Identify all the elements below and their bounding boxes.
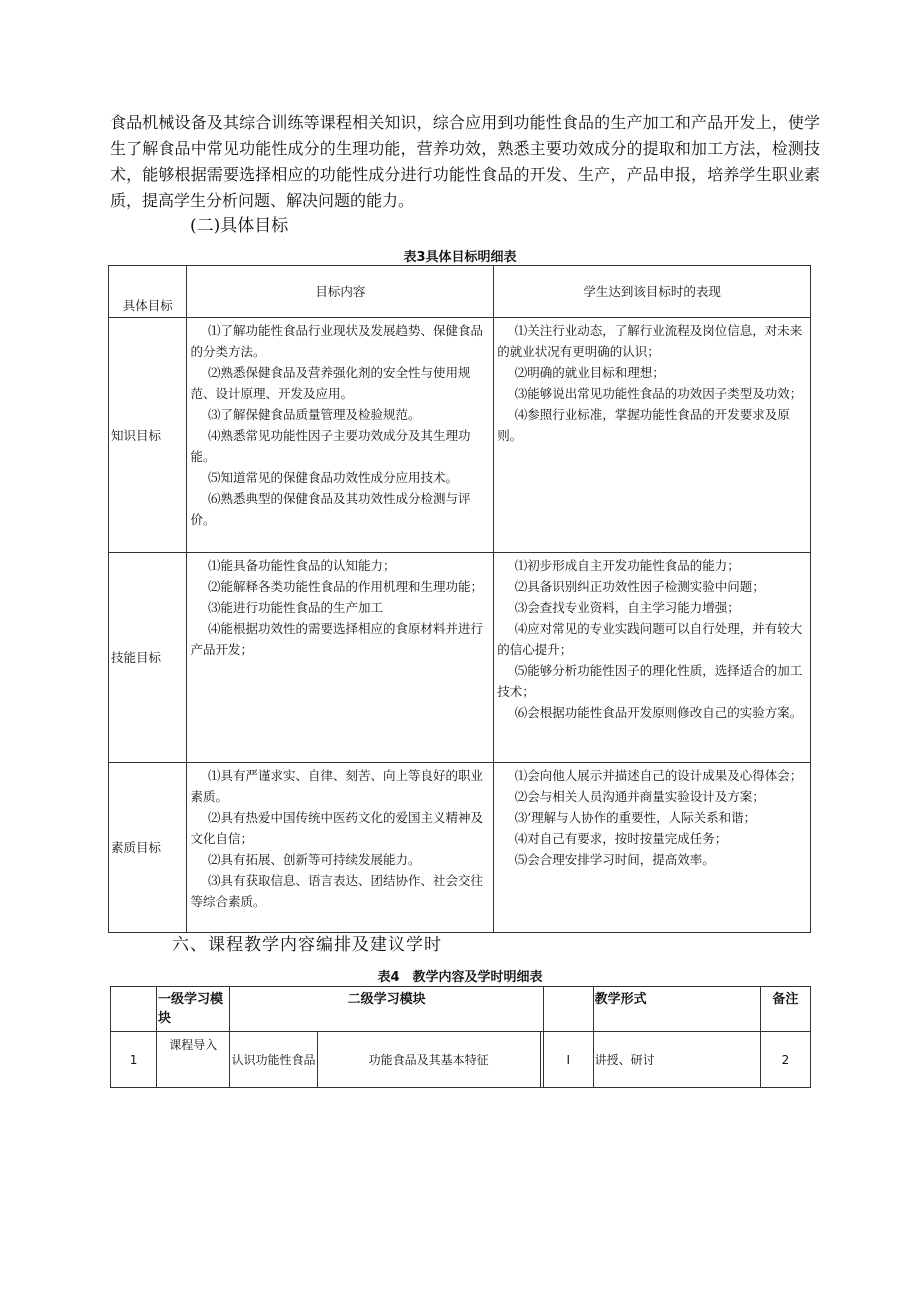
list-item: ⑵熟悉保健食品及营养强化剂的安全性与使用规范、设计原理、开发及应用。 [190,365,471,401]
skill-content [187,553,494,763]
row-label: 素质目标 [109,763,187,933]
list-item: ⑷应对常见的专业实践问题可以自行处理，并有较大的信心提升； [497,621,803,657]
list-item: ⑶’理解与人协作的重要性，人际关系和谐； [514,810,757,825]
quality-content [187,763,494,933]
table3-caption: 表3具体目标明细表 [403,250,517,265]
knowledge-performance [494,318,811,553]
table3-row-quality [109,763,811,933]
list-item: ⑷对自己有要求，按时按量完成任务； [514,831,728,846]
list-item: ⑴关注行业动态，了解行业流程及岗位信息，对未来的就业状况有更明确的认识； [497,323,803,359]
list-item: ⑷熟悉常见功能性因子主要功效成分及其生理功能。 [190,428,471,464]
table3-header-content: 目标内容 [187,266,494,318]
list-item: ⑵明确的就业目标和理想； [514,365,665,380]
table3-row-knowledge [109,318,811,553]
list-item: ⑵能解释各类功能性食品的作用机理和生理功能； [207,579,483,594]
list-item: ⑹熟悉典型的保健食品及其功效性成分检测与评价。 [190,491,471,527]
row-label: 知识目标 [109,318,187,553]
list-item: ⑵具有热爱中国传统中医药文化的爱国主义精神及文化自信； [190,810,483,846]
table4-header-form: 教学形式 [593,987,760,1032]
table4-header-index [111,987,157,1032]
list-item: ⑶会查找专业资料，自主学习能力增强； [514,600,740,615]
skill-performance [494,553,811,763]
list-item: ⑷参照行业标准，掌握功能性食品的开发要求及原则。 [497,407,790,443]
row-level1: 课程导入 [157,1032,230,1088]
knowledge-content [187,318,494,553]
table3-goals [108,265,811,933]
row-index: 1 [111,1032,157,1088]
list-item: ⑶了解保健食品质量管理及检验规范。 [207,407,421,422]
list-item: ⑴能具备功能性食品的认知能力； [207,558,396,573]
table4-header-note: 备注 [760,987,810,1032]
row-level2-name: 认识功能性食品 [230,1032,317,1088]
table4-caption: 表4 教学内容及学时明细表 [377,970,543,985]
list-item: ⑸会合理安排学习时间，提高效率。 [514,852,715,867]
table4-header-level1: 一级学习模块 [157,987,230,1032]
table3-header-performance: 学生达到该目标时的表现 [494,266,811,318]
quality-performance [494,763,811,933]
section-two-heading: (二)具体目标 [190,216,289,236]
intro-paragraph: 食品机械设备及其综合训练等课程相关知识，综合应用到功能性食品的生产加工和产品开发上，使学生了解食品中常见功能性成分的生理功能，营养功效，熟悉主要功效成分的提取和加工方法，检测技术，能够根据需要选择相应的功能性成分进行功能性食品的开发、生产，产品申报，培养学生职业素质，提高学生分析问题、解决问题的能力。 [110,113,820,210]
row-note: 2 [760,1032,810,1088]
list-item: ⑹会根据功能性食品开发原则修改自己的实验方案。 [514,705,803,720]
list-item: ⑸知道常见的保健食品功效性成分应用技术。 [207,470,458,485]
table4-content-hours [110,986,811,1088]
list-item: ⑴具有严谨求实、自律、刻苦、向上等良好的职业素质。 [190,768,483,804]
table4-header-hours [543,987,593,1032]
row-hours: I [543,1032,593,1088]
section-six-heading: 六、课程教学内容编排及建议学时 [172,935,442,955]
list-item: ⑴会向他人展示并描述自己的设计成果及心得体会； [514,768,803,783]
row-form: 讲授、研讨 [593,1032,760,1088]
table-row [111,1032,811,1088]
list-item: ⑶具有获取信息、语言表达、团结协作、社会交往等综合素质。 [190,873,483,909]
table3-header-row [109,266,811,318]
list-item: ⑵具有拓展、创新等可持续发展能力。 [207,852,421,867]
row-level2-topic: 功能食品及其基本特征 [317,1032,540,1088]
table4-header-row [111,987,811,1032]
row-label: 技能目标 [109,553,187,763]
list-item: ⑸能够分析功能性因子的理化性质，选择适合的加工技术； [497,663,803,699]
list-item: ⑶能进行功能性食品的生产加工 [207,600,383,615]
table3-header-goal: 具体目标 [109,266,187,318]
list-item: ⑴了解功能性食品行业现状及发展趋势、保健食品的分类方法。 [190,323,483,359]
list-item: ⑵会与相关人员沟通并商量实验设计及方案； [514,789,765,804]
table4-header-level2: 二级学习模块 [230,987,543,1032]
list-item: ⑷能根据功效性的需要选择相应的食原材料并进行产品开发； [190,621,483,657]
list-item: ⑶能够说出常见功能性食品的功效因子类型及功效； [514,386,803,401]
list-item: ⑵具备识别纠正功效性因子检测实验中问题； [514,579,765,594]
list-item: ⑴初步形成自主开发功能性食品的能力； [514,558,740,573]
table3-row-skill [109,553,811,763]
